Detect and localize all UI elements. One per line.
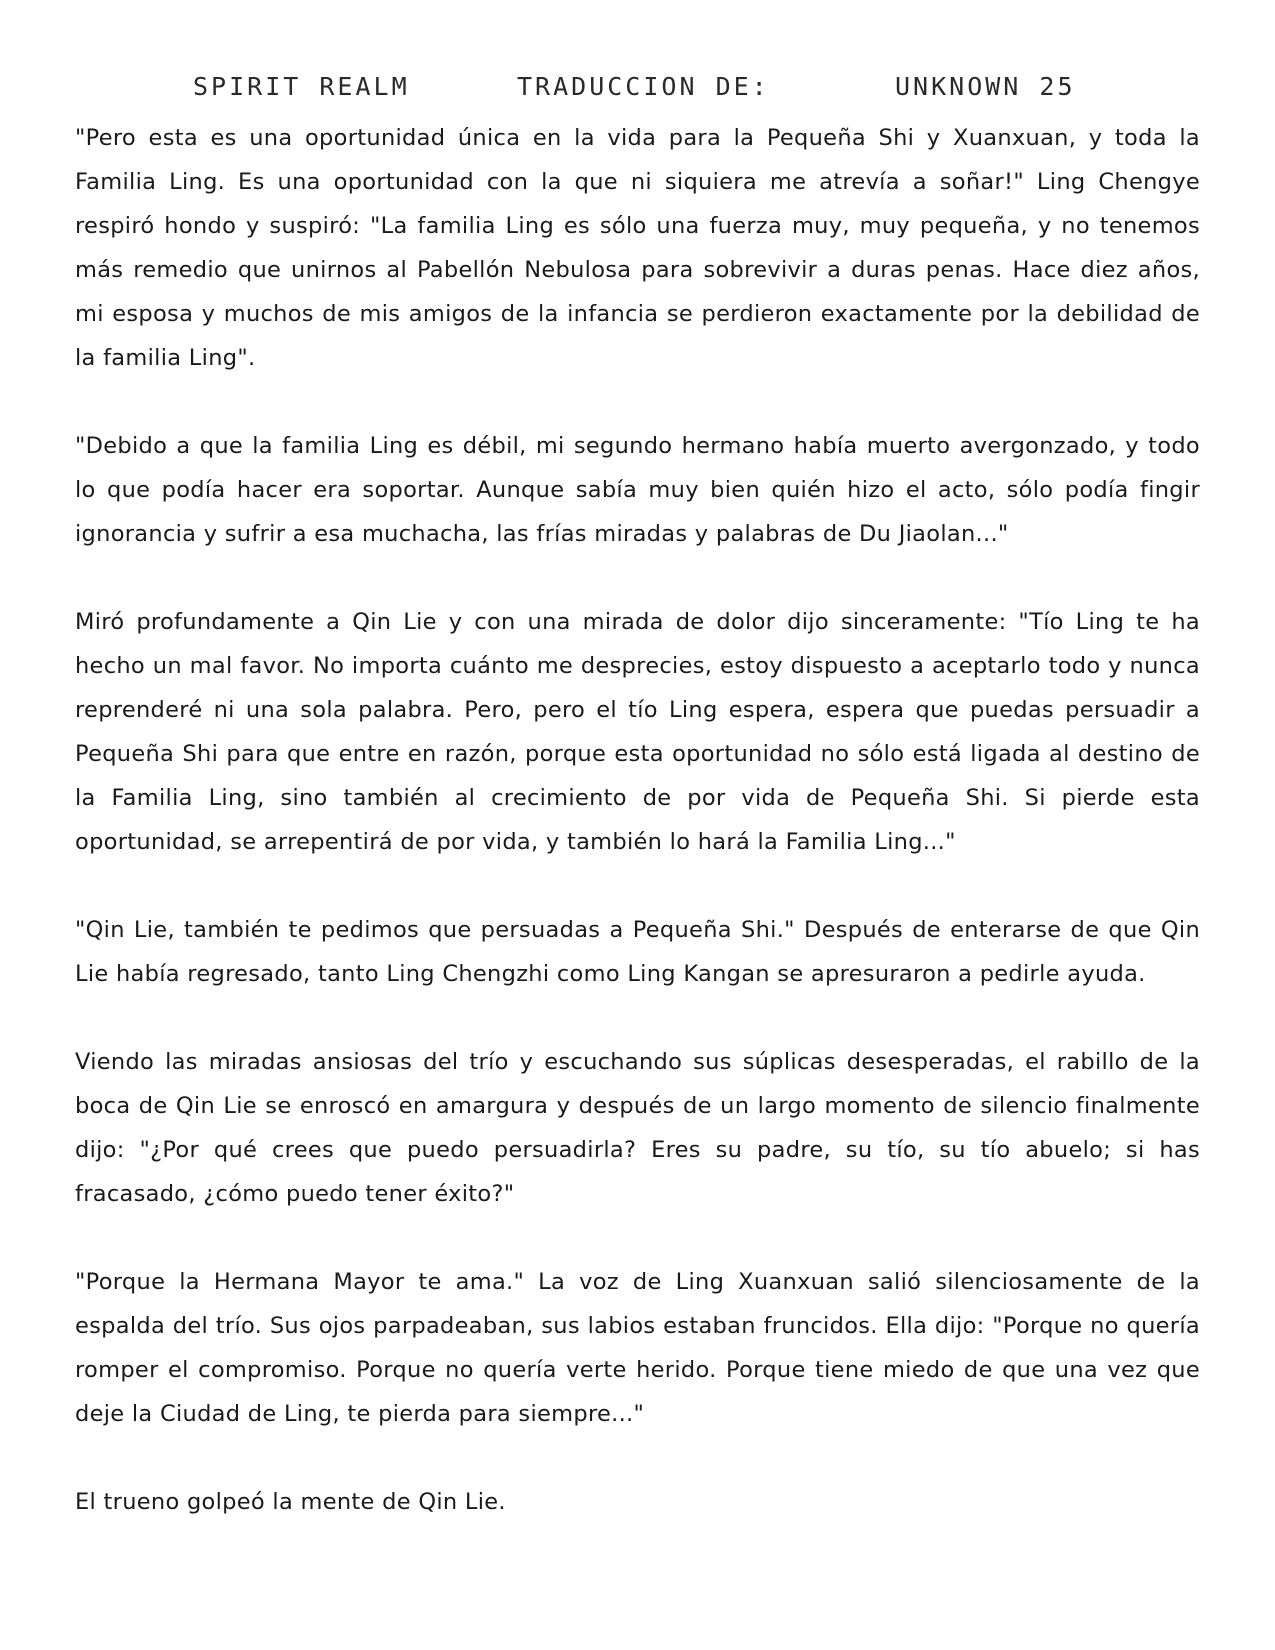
paragraph: "Debido a que la familia Ling es débil, mi segundo hermano había muerto avergonzado, y todo lo que podía hacer era soportar. Aunque sabía muy bien quién hizo el acto, sólo podía fingir ignorancia y sufrir a esa muchacha, las frías miradas y palabras de Du Jiaolan..." bbox=[75, 433, 1200, 547]
chapter-body bbox=[75, 116, 1200, 1524]
header-translator: UNKNOWN 25 bbox=[895, 72, 1076, 101]
header-title: SPIRIT REALM bbox=[193, 72, 410, 101]
page-header bbox=[0, 72, 1275, 108]
paragraph: Viendo las miradas ansiosas del trío y escuchando sus súplicas desesperadas, el rabillo de la boca de Qin Lie se enroscó en amargura y después de un largo momento de silencio finalmente dijo: "¿Por qué crees que puedo persuadirla? Eres su padre, su tío, su tío abuelo; si has fracasado, ¿cómo puedo tener éxito?" bbox=[75, 1049, 1200, 1207]
paragraph: Miró profundamente a Qin Lie y con una mirada de dolor dijo sinceramente: "Tío Ling te ha hecho un mal favor. No importa cuánto me desprecies, estoy dispuesto a aceptarlo todo y nunca reprenderé ni una sola palabra. Pero, pero el tío Ling espera, espera que puedas persuadir a Pequeña Shi para que entre en razón, porque esta oportunidad no sólo está ligada al destino de la Familia Ling, sino también al crecimiento de por vida de Pequeña Shi. Si pierde esta oportunidad, se arrepentirá de por vida, y también lo hará la Familia Ling..." bbox=[75, 609, 1200, 855]
paragraph: "Porque la Hermana Mayor te ama." La voz de Ling Xuanxuan salió silenciosamente de la espalda del trío. Sus ojos parpadeaban, sus labios estaban fruncidos. Ella dijo: "Porque no quería romper el compromiso. Porque no quería verte herido. Porque tiene miedo de que una vez que deje la Ciudad de Ling, te pierda para siempre..." bbox=[75, 1269, 1200, 1427]
paragraph: "Qin Lie, también te pedimos que persuadas a Pequeña Shi." Después de enterarse de que Qin Lie había regresado, tanto Ling Chengzhi como Ling Kangan se apresuraron a pedirle ayuda. bbox=[75, 917, 1200, 987]
header-translation-label: TRADUCCION DE: bbox=[517, 72, 770, 101]
paragraph: "Pero esta es una oportunidad única en la vida para la Pequeña Shi y Xuanxuan, y toda la Familia Ling. Es una oportunidad con la que ni siquiera me atrevía a soñar!" Ling Chengye respiró hondo y suspiró: "La familia Ling es sólo una fuerza muy, muy pequeña, y no tenemos más remedio que unirnos al Pabellón Nebulosa para sobrevivir a duras penas. Hace diez años, mi esposa y muchos de mis amigos de la infancia se perdieron exactamente por la debilidad de la familia Ling". bbox=[75, 125, 1200, 371]
paragraph: El trueno golpeó la mente de Qin Lie. bbox=[75, 1489, 506, 1515]
